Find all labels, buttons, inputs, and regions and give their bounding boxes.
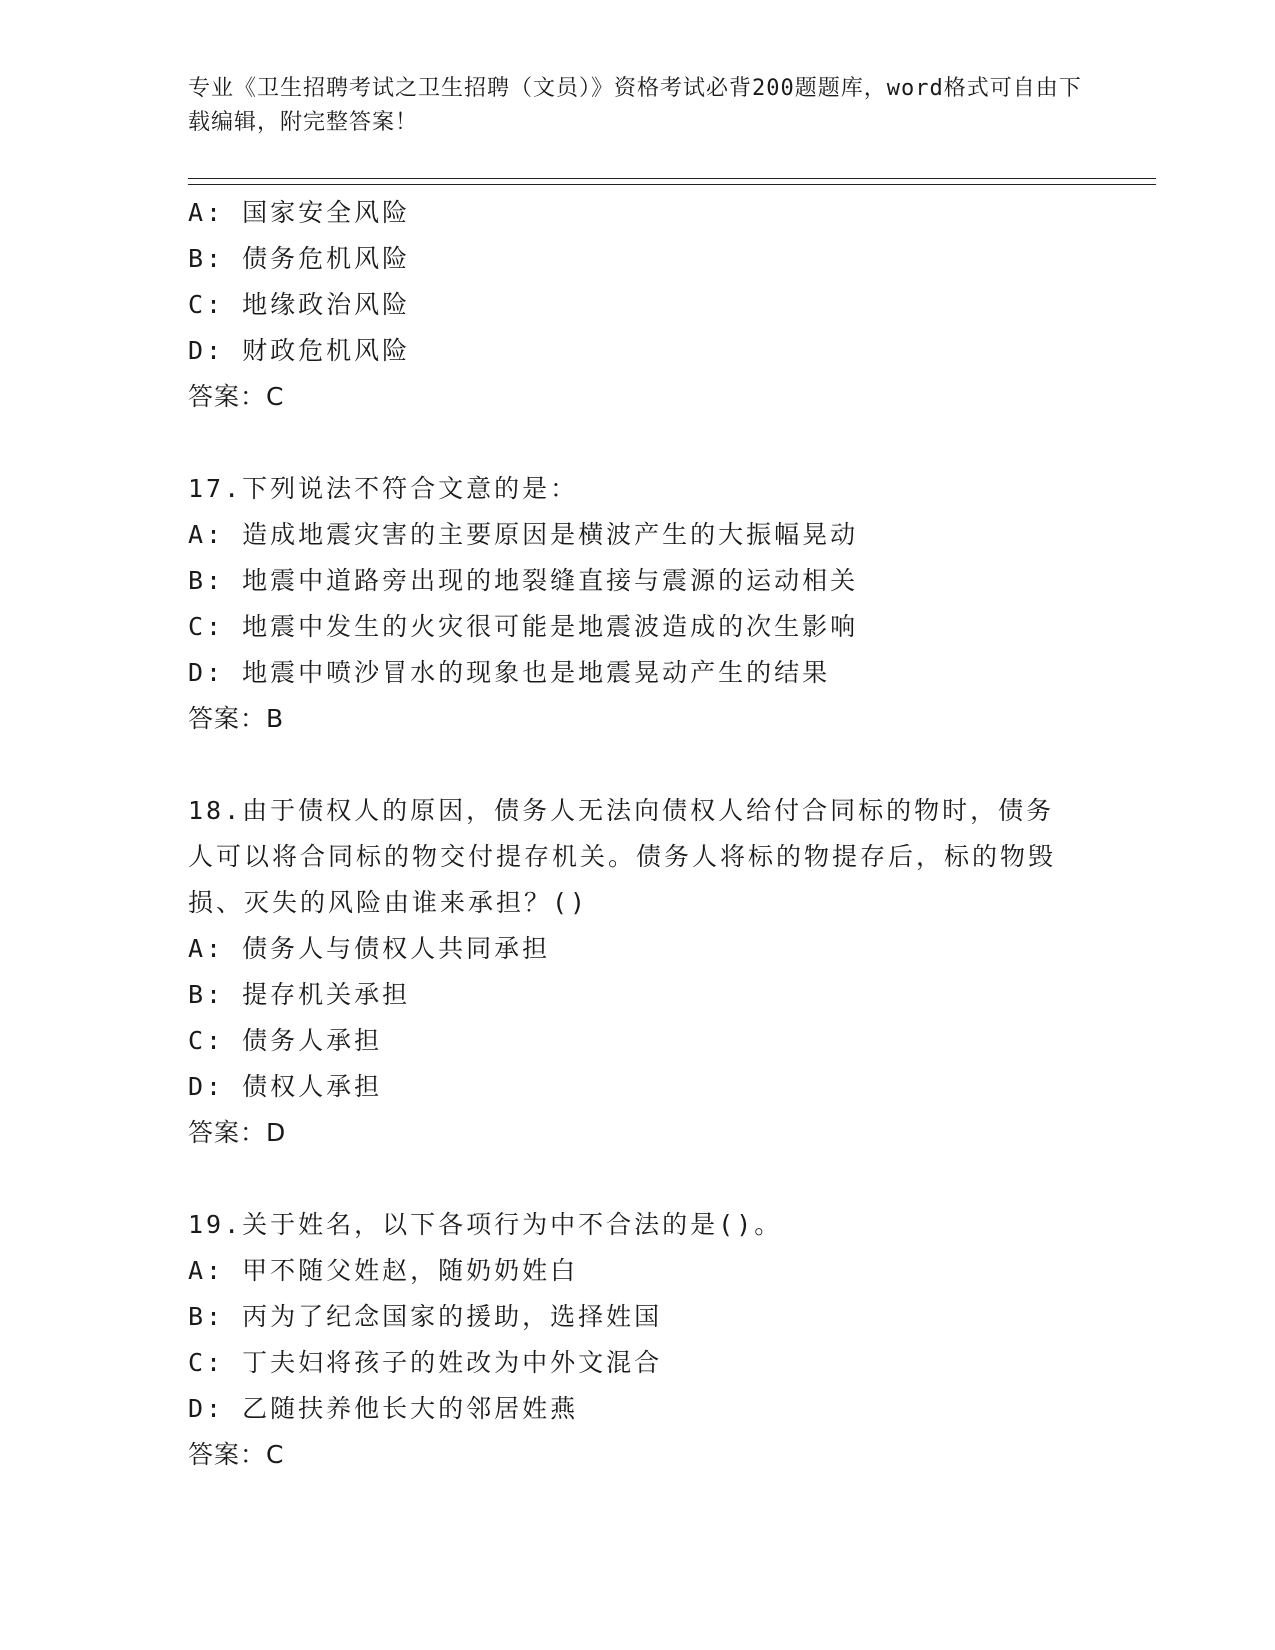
answer: 答案：B [188, 704, 285, 733]
option-c: C: 地震中发生的火灾很可能是地震波造成的次生影响 [188, 612, 859, 641]
page-header: 专业《卫生招聘考试之卫生招聘（文员）》资格考试必背200题题库，word格式可自由下载编辑，附完整答案！ [188, 76, 1082, 135]
option-b: B: 地震中道路旁出现的地裂缝直接与震源的运动相关 [188, 566, 859, 595]
question-text: 18.由于债权人的原因，债务人无法向债权人给付合同标的物时，债务人可以将合同标的物交付提存机关。债务人将标的物提存后，标的物毁损、灭失的风险由谁来承担？() [188, 796, 1057, 917]
question-list [188, 190, 1156, 1478]
option-b: B: 丙为了纪念国家的援助，选择姓国 [188, 1302, 663, 1331]
option-a: A: 甲不随父姓赵，随奶奶姓白 [188, 1256, 579, 1285]
option-a: A: 国家安全风险 [188, 198, 411, 227]
answer: 答案：C [188, 382, 285, 411]
answer: 答案：C [188, 1440, 285, 1469]
answer: 答案：D [188, 1118, 287, 1147]
question-text: 17.下列说法不符合文意的是： [188, 474, 579, 503]
question-19 [188, 1202, 1156, 1478]
option-d: D: 地震中喷沙冒水的现象也是地震晃动产生的结果 [188, 658, 831, 687]
question-17 [188, 466, 1156, 742]
question-16 [188, 190, 1156, 420]
option-c: C: 债务人承担 [188, 1026, 383, 1055]
option-c: C: 丁夫妇将孩子的姓改为中外文混合 [188, 1348, 663, 1377]
option-b: B: 提存机关承担 [188, 980, 411, 1009]
option-b: B: 债务危机风险 [188, 244, 411, 273]
option-a: A: 造成地震灾害的主要原因是横波产生的大振幅晃动 [188, 520, 859, 549]
option-d: D: 财政危机风险 [188, 336, 411, 365]
question-18 [188, 788, 1156, 1156]
question-text: 19.关于姓名，以下各项行为中不合法的是()。 [188, 1210, 783, 1239]
option-d: D: 债权人承担 [188, 1072, 383, 1101]
option-d: D: 乙随扶养他长大的邻居姓燕 [188, 1394, 579, 1423]
header-divider [188, 178, 1156, 185]
option-c: C: 地缘政治风险 [188, 290, 411, 319]
option-a: A: 债务人与债权人共同承担 [188, 934, 551, 963]
